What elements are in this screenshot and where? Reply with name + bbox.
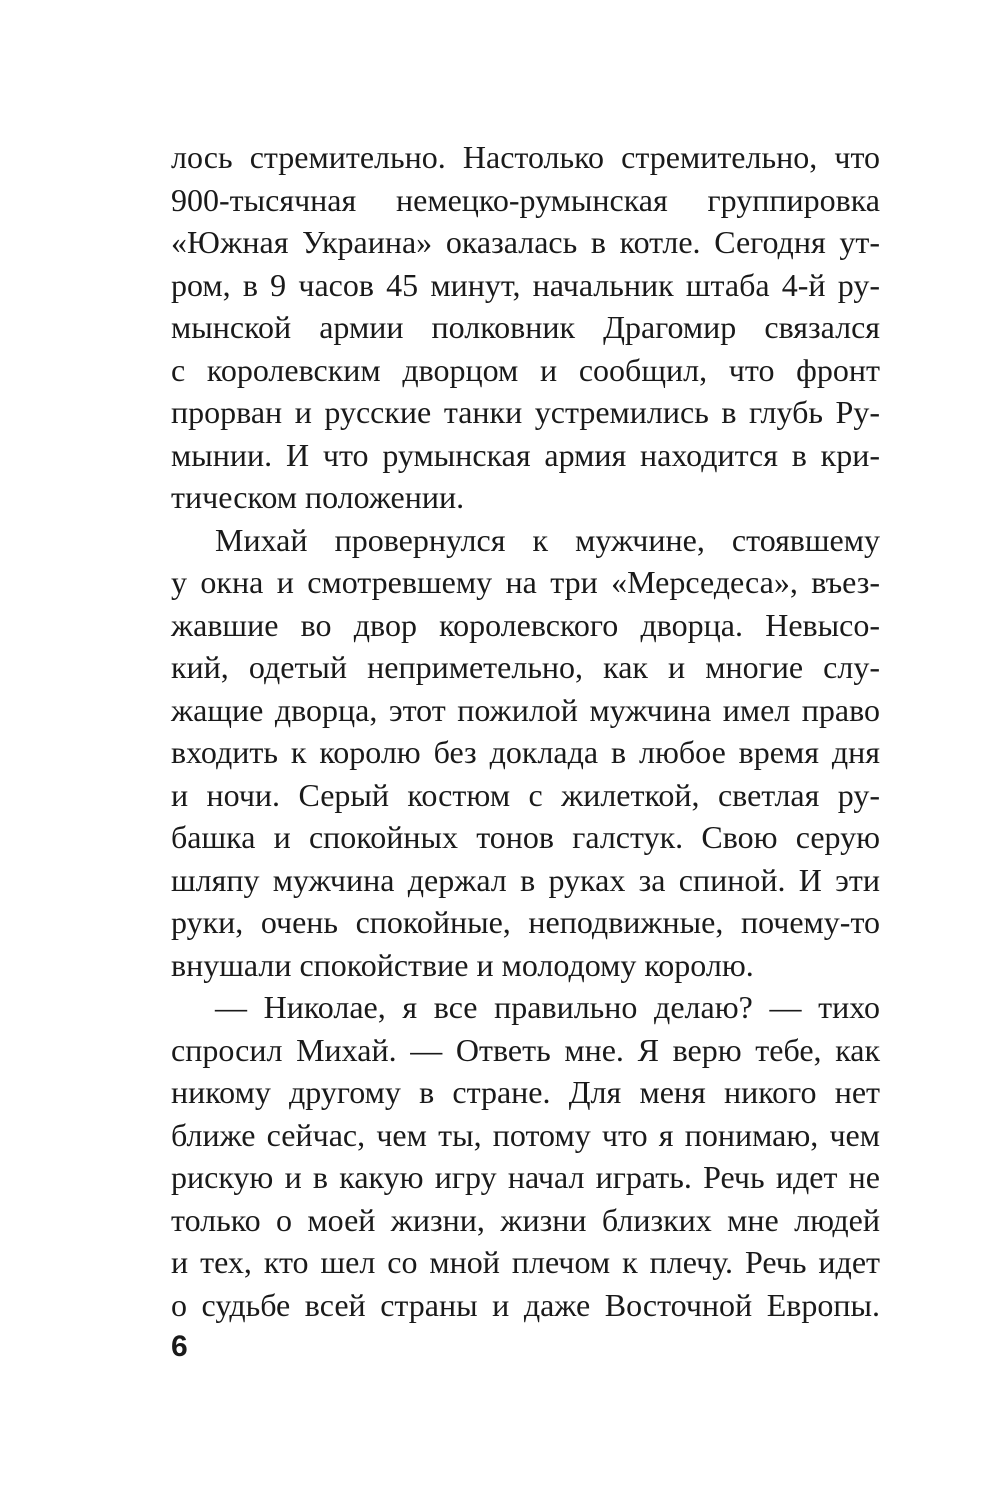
text-line: жавшие во двор королевского дворца. Невысо- (171, 606, 880, 643)
body-text (171, 136, 880, 1326)
text-line: руки, очень спокойные, неподвижные, почему-то (171, 904, 880, 940)
text-line: прорван и русские танки устремились в глубь Ру- (171, 394, 880, 430)
text-line: башка и спокойных тонов галстук. Свою серую (171, 819, 880, 855)
text-line: входить к королю без доклада в любое время дня (171, 734, 880, 770)
paragraph-2 (171, 519, 880, 987)
text-line: только о моей жизни, жизни близких мне людей (171, 1201, 880, 1238)
text-line: тическом положении. (171, 479, 465, 515)
text-line: ром, в 9 часов 45 минут, начальник штаба 4-й ру- (171, 266, 880, 303)
text-line: — Николае, я все правильно делаю? — тихо (215, 989, 880, 1025)
text-line: «Южная Украина» оказалась в котле. Сегодня ут- (171, 224, 880, 260)
text-line: и тех, кто шел со мной плечом к плечу. Речь идет (171, 1244, 880, 1280)
text-line: внушали спокойствие и молодому королю. (171, 946, 754, 983)
paragraph-3 (171, 986, 880, 1326)
paragraph-1 (171, 136, 880, 519)
text-line: с королевским дворцом и сообщил, что фронт (171, 351, 880, 388)
text-line: лось стремительно. Настолько стремительно, что (171, 139, 880, 175)
text-line: и ночи. Серый костюм с жилеткой, светлая ру- (171, 776, 880, 813)
page-number: 6 (171, 1330, 188, 1363)
text-line: кий, одетый неприметельно, как и многие слу- (171, 649, 880, 685)
text-line: у окна и смотревшему на три «Мерседеса», въез- (171, 564, 880, 600)
text-line: рискую и в какую игру начал играть. Речь идет не (171, 1159, 880, 1195)
text-line: ближе сейчас, чем ты, потому что я понимаю, чем (171, 1116, 880, 1153)
text-line: мынской армии полковник Драгомир связался (171, 309, 880, 345)
text-line: о судьбе всей страны и даже Восточной Европы. (171, 1286, 880, 1323)
text-line: шляпу мужчина держал в руках за спиной. И эти (171, 861, 880, 898)
text-line: 900-тысячная немецко-румынская группировка (171, 181, 880, 218)
text-line: Михай провернулся к мужчине, стоявшему (215, 521, 880, 558)
text-line: никому другому в стране. Для меня никого нет (171, 1074, 880, 1110)
text-line: жащие дворца, этот пожилой мужчина имел право (171, 691, 880, 728)
text-line: мынии. И что румынская армия находится в кри- (171, 436, 880, 473)
text-line: спросил Михай. — Ответь мне. Я верю тебе, как (171, 1031, 880, 1068)
